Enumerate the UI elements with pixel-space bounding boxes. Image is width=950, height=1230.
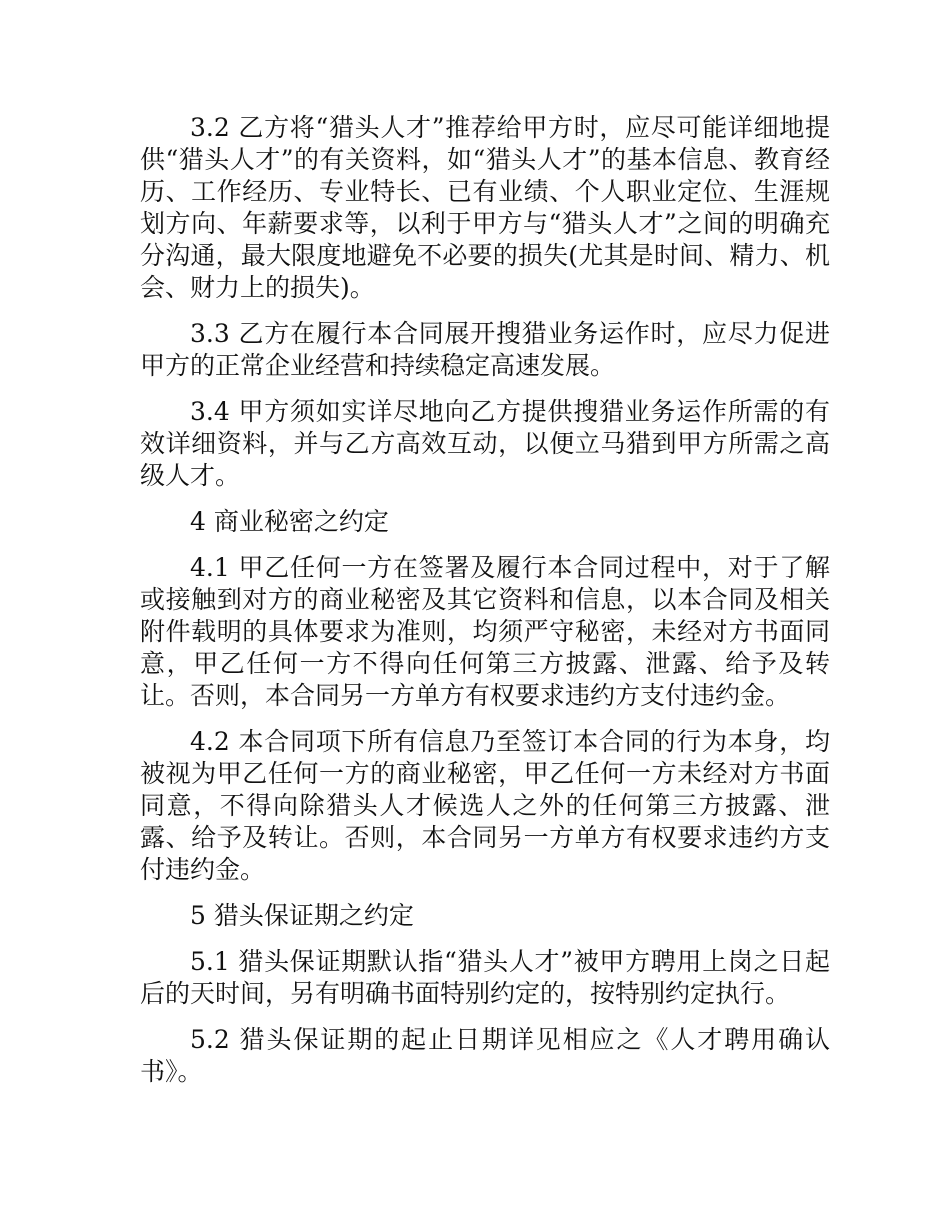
section-heading-4: 4 商业秘密之约定: [190, 507, 389, 536]
paragraph-5-1: 5.1 猎头保证期默认指“猎头人才”被甲方聘用上岗之日起后的天时间，另有明确书面特别约定的，按特别约定执行。: [140, 947, 830, 1008]
section-heading-5: 5 猎头保证期之约定: [190, 901, 414, 930]
paragraph-3-4: 3.4 甲方须如实详尽地向乙方提供搜猎业务运作所需的有效详细资料，并与乙方高效互动，以便立马猎到甲方所需之高级人才。: [140, 397, 830, 490]
document-page: [140, 112, 830, 1102]
paragraph-4-1: 4.1 甲乙任何一方在签署及履行本合同过程中，对于了解或接触到对方的商业秘密及其它资料和信息，以本合同及相关附件载明的具体要求为准则，均须严守秘密，未经对方书面同意，甲乙任何一方不得向任何第三方披露、泄露、给予及转让。否则，本合同另一方单方有权要求违约方支付违约金。: [140, 553, 830, 710]
paragraph-5-2: 5.2 猎头保证期的起止日期详见相应之《人才聘用确认书》。: [140, 1025, 830, 1086]
paragraph-3-3: 3.3 乙方在履行本合同展开搜猎业务运作时，应尽力促进甲方的正常企业经营和持续稳定高速发展。: [140, 319, 830, 380]
paragraph-4-2: 4.2 本合同项下所有信息乃至签订本合同的行为本身，均被视为甲乙任何一方的商业秘密，甲乙任何一方未经对方书面同意，不得向除猎头人才候选人之外的任何第三方披露、泄露、给予及转让。否则，本合同另一方单方有权要求违约方支付违约金。: [140, 727, 830, 884]
paragraph-3-2: 3.2 乙方将“猎头人才”推荐给甲方时，应尽可能详细地提供“猎头人才”的有关资料，如“猎头人才”的基本信息、教育经历、工作经历、专业特长、已有业绩、个人职业定位、生涯规划方向、年薪要求等，以利于甲方与“猎头人才”之间的明确充分沟通，最大限度地避免不必要的损失(尤其是时间、精力、机会、财力上的损失)。: [140, 113, 830, 302]
